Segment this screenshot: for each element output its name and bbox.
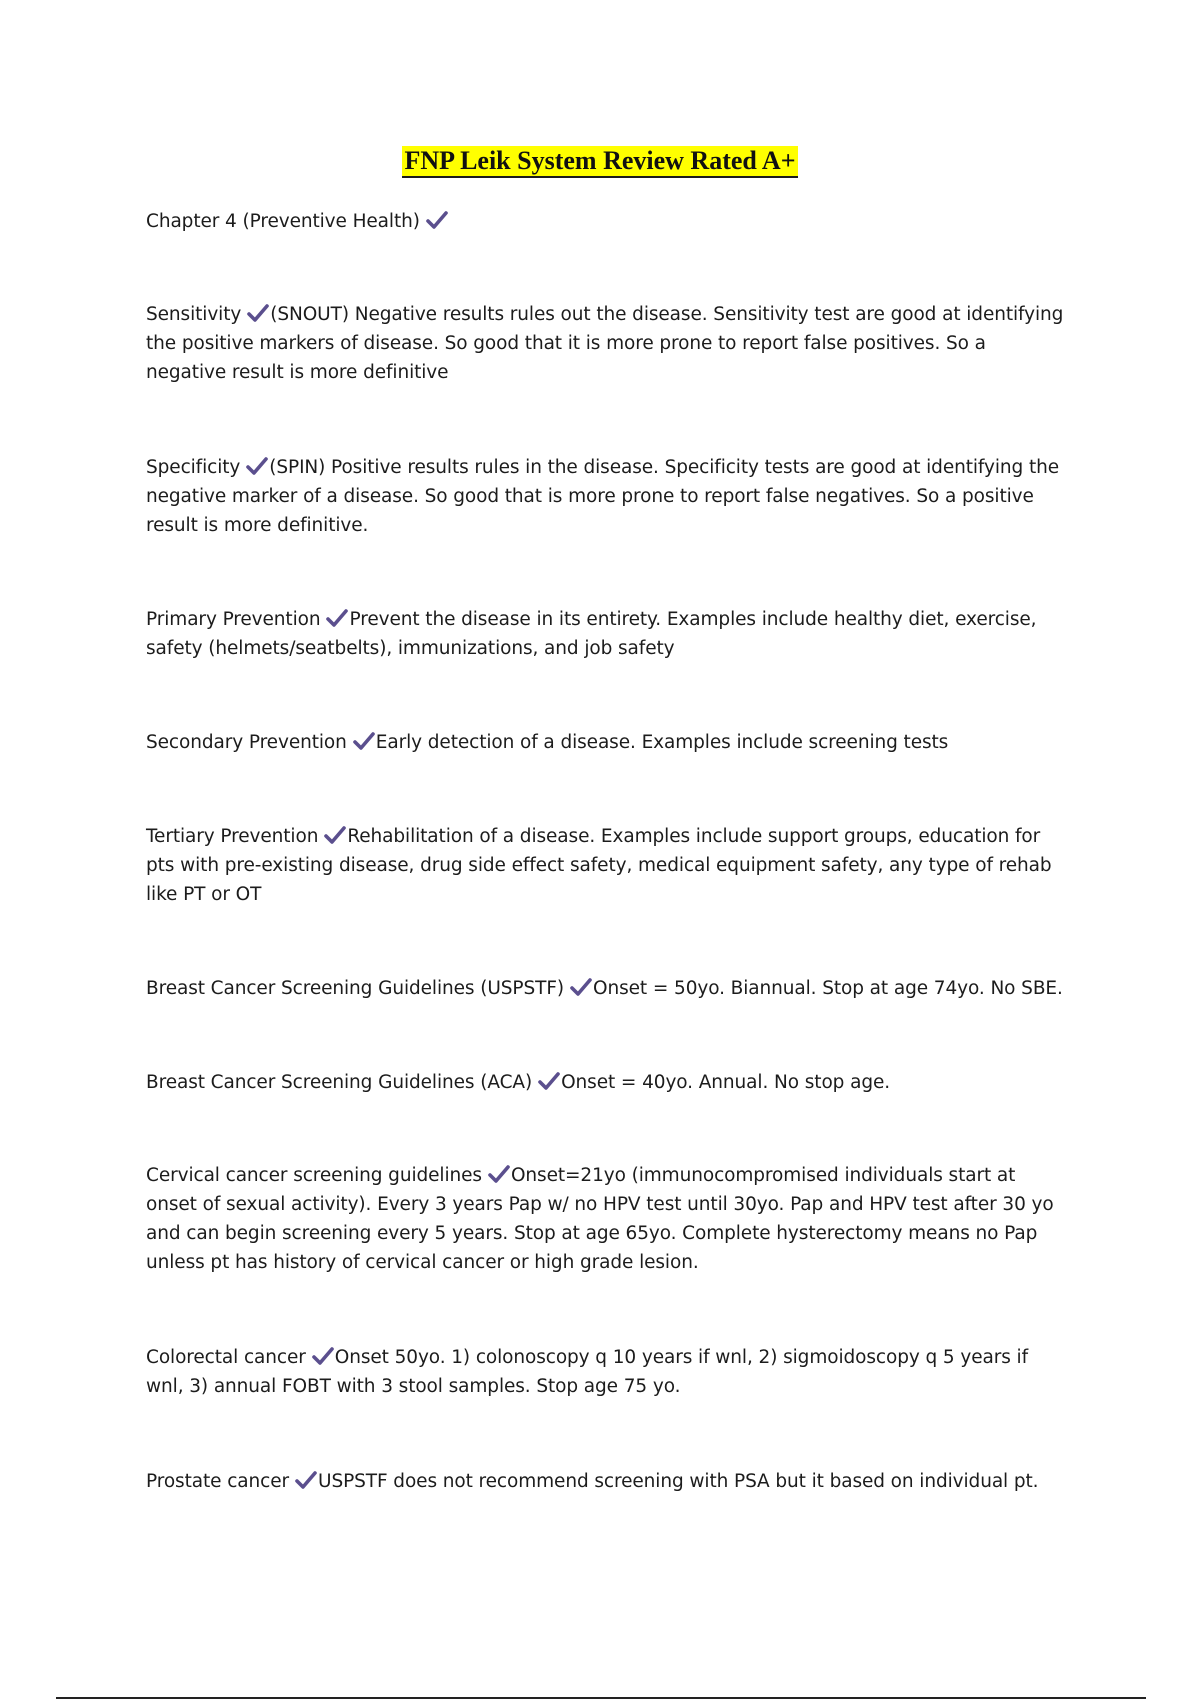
check-mark-icon (570, 977, 592, 997)
chapter-label: Chapter 4 (Preventive Health) (146, 211, 420, 232)
entry-definition: Onset = 50yo. Biannual. Stop at age 74yo. No SBE. (593, 978, 1063, 999)
entry-definition: Prevent the disease in its entirety. Examples include healthy diet, exercise, safety (helmets/seatbelts), immunizations, and job safety (146, 609, 1037, 659)
entry-sensitivity (146, 300, 1066, 387)
entry-definition: Rehabilitation of a disease. Examples include support groups, education for pts with pre-existing disease, drug side effect safety, medical equipment safety, any type of rehab like PT or OT (146, 826, 1052, 905)
entry-cervical-cancer (146, 1161, 1066, 1277)
check-mark-icon (426, 210, 448, 230)
entry-term: Breast Cancer Screening Guidelines (USPSTF) (146, 978, 564, 999)
check-mark-icon (295, 1470, 317, 1490)
entry-definition: Onset 50yo. 1) colonoscopy q 10 years if wnl, 2) sigmoidoscopy q 5 years if wnl, 3) annual FOBT with 3 stool samples. Stop age 75 yo. (146, 1347, 1028, 1397)
entry-primary-prevention (146, 605, 1066, 663)
title-wrap (0, 146, 1200, 178)
check-mark-icon (247, 303, 269, 323)
check-mark-icon (326, 608, 348, 628)
entry-breast-cancer-aca (146, 1068, 1066, 1097)
entry-definition: (SNOUT) Negative results rules out the disease. Sensitivity test are good at identifying the positive markers of disease. So good that it is more prone to report false positives. So a negative result is more definitive (146, 304, 1064, 383)
check-mark-icon (353, 731, 375, 751)
entry-definition: Onset = 40yo. Annual. No stop age. (561, 1072, 891, 1093)
entry-term: Sensitivity (146, 304, 242, 325)
check-mark-icon (246, 456, 268, 476)
entry-definition: (SPIN) Positive results rules in the disease. Specificity tests are good at identifying the negative marker of a disease. So good that is more prone to report false negatives. So a positive result is more definitive. (146, 457, 1060, 536)
entry-tertiary-prevention (146, 822, 1066, 909)
check-mark-icon (538, 1071, 560, 1091)
page-divider (56, 1697, 1146, 1699)
entry-term: Prostate cancer (146, 1471, 289, 1492)
check-mark-icon (488, 1164, 510, 1184)
entry-term: Colorectal cancer (146, 1347, 306, 1368)
entry-definition: USPSTF does not recommend screening with PSA but it based on individual pt. (318, 1471, 1039, 1492)
check-mark-icon (324, 825, 346, 845)
entry-definition: Early detection of a disease. Examples include screening tests (375, 732, 949, 753)
entry-definition: Onset=21yo (immunocompromised individuals start at onset of sexual activity). Every 3 years Pap w/ no HPV test until 30yo. Pap and HPV test after 30 yo and can begin screening every 5 years. Stop at age 65yo. Complete hysterectomy means no Pap unless pt has history of cervical cancer or high grade lesion. (146, 1165, 1054, 1273)
entry-breast-cancer-uspstf (146, 974, 1066, 1003)
entry-term: Breast Cancer Screening Guidelines (ACA) (146, 1072, 533, 1093)
entry-term: Tertiary Prevention (146, 826, 319, 847)
entry-term: Specificity (146, 457, 241, 478)
chapter-heading (146, 207, 1066, 236)
entry-term: Cervical cancer screening guidelines (146, 1165, 482, 1186)
entry-term: Primary Prevention (146, 609, 321, 630)
check-mark-icon (312, 1346, 334, 1366)
entry-colorectal-cancer (146, 1343, 1066, 1401)
entry-secondary-prevention (146, 728, 1066, 757)
document-title: FNP Leik System Review Rated A+ (402, 146, 797, 178)
entry-specificity (146, 453, 1066, 540)
entry-term: Secondary Prevention (146, 732, 347, 753)
entry-prostate-cancer (146, 1467, 1066, 1496)
